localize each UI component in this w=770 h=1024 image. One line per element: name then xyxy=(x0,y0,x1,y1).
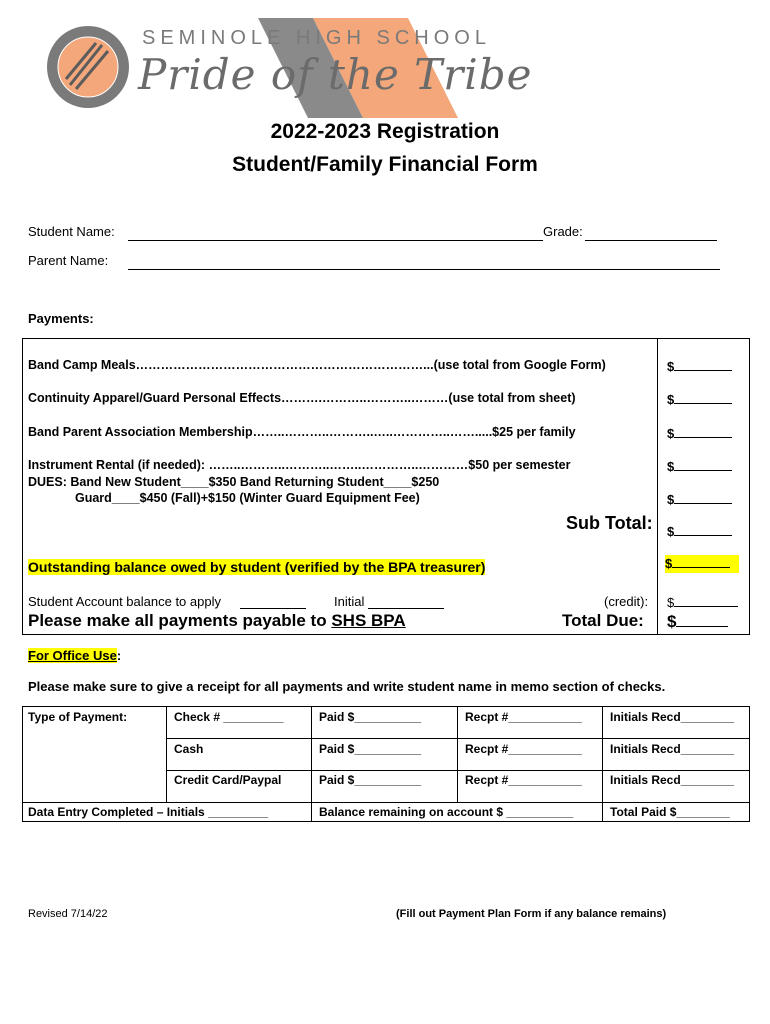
recpt-field[interactable]: Recpt #___________ xyxy=(465,773,582,787)
camp-meals-amount[interactable]: $ xyxy=(667,358,732,374)
revised-date: Revised 7/14/22 xyxy=(28,908,108,920)
membership-amount[interactable]: $ xyxy=(667,425,732,441)
balance-remaining-field[interactable]: Balance remaining on account $ __________ xyxy=(319,805,574,819)
grade-field[interactable] xyxy=(585,226,717,241)
data-entry-field[interactable]: Data Entry Completed – Initials _________ xyxy=(28,805,269,819)
account-balance-field[interactable] xyxy=(240,594,306,609)
credit-label: (credit): xyxy=(604,594,649,609)
payment-row-camp-meals: Band Camp Meals……………………………………………………………...(use total from Google Form) xyxy=(28,358,606,372)
paid-field[interactable]: Paid $__________ xyxy=(319,773,422,787)
method-credit-card: Credit Card/Paypal xyxy=(174,773,282,787)
total-due-amount[interactable]: $ xyxy=(667,611,728,632)
initials-field[interactable]: Initials Recd________ xyxy=(610,773,735,787)
table-divider xyxy=(657,338,658,635)
guard-dues-line: Guard____$450 (Fall)+$150 (Winter Guard Equipment Fee) xyxy=(75,491,420,505)
outstanding-balance-label: Outstanding balance owed by student (verified by the BPA treasurer) xyxy=(28,559,486,575)
payment-row-instrument-rental: Instrument Rental (if needed): ……..………..………..……..…………..…………$50 per semester xyxy=(28,458,571,472)
pride-tagline: Pride of the Tribe xyxy=(138,50,533,99)
subtotal-amount[interactable]: $ xyxy=(667,523,732,539)
subtotal-label: Sub Total: xyxy=(566,513,653,533)
method-cash: Cash xyxy=(174,742,204,756)
payments-heading: Payments: xyxy=(28,311,94,326)
form-title: 2022-2023 Registration xyxy=(270,120,500,143)
initials-field[interactable]: Initials Recd________ xyxy=(610,710,735,724)
payment-row-apparel: Continuity Apparel/Guard Personal Effects……….………..………..………(use total from sheet) xyxy=(28,391,576,405)
parent-name-label: Parent Name: xyxy=(28,253,109,268)
paid-field[interactable]: Paid $__________ xyxy=(319,710,422,724)
payment-plan-note: (Fill out Payment Plan Form if any balance remains) xyxy=(396,908,667,920)
student-name-label: Student Name: xyxy=(28,224,115,239)
dues-line: DUES: Band New Student____$350 Band Returning Student____$250 xyxy=(28,475,440,489)
payable-note: Please make all payments payable to SHS BPA xyxy=(28,611,406,630)
payment-row-membership: Band Parent Association Membership……..………..………..…..…………..…….....$25 per family xyxy=(28,425,576,439)
parent-name-field[interactable] xyxy=(128,255,720,270)
office-use-heading: For Office Use xyxy=(28,648,117,663)
account-balance-label: Student Account balance to apply xyxy=(28,594,221,609)
total-paid-field[interactable]: Total Paid $________ xyxy=(610,805,730,819)
payable-to: SHS BPA xyxy=(331,611,406,630)
apparel-amount[interactable]: $ xyxy=(667,391,732,407)
school-seal-logo xyxy=(46,25,130,109)
total-due-label: Total Due: xyxy=(562,611,644,630)
recpt-field[interactable]: Recpt #___________ xyxy=(465,710,582,724)
receipt-instruction: Please make sure to give a receipt for all payments and write student name in memo section of checks. xyxy=(28,679,666,694)
outstanding-balance-amount[interactable]: $ xyxy=(665,555,739,573)
dues-amount[interactable]: $ xyxy=(667,491,732,507)
initial-label: Initial xyxy=(334,594,365,609)
student-name-field[interactable] xyxy=(128,226,543,241)
method-check: Check # _________ xyxy=(174,710,284,724)
instrument-amount[interactable]: $ xyxy=(667,458,732,474)
grade-label: Grade: xyxy=(543,224,583,239)
credit-amount[interactable]: $ xyxy=(667,594,738,610)
school-name: SEMINOLE HIGH SCHOOL xyxy=(142,27,491,49)
paid-field[interactable]: Paid $__________ xyxy=(319,742,422,756)
payment-type-label: Type of Payment: xyxy=(28,710,128,724)
initial-field[interactable] xyxy=(368,594,444,609)
recpt-field[interactable]: Recpt #___________ xyxy=(465,742,582,756)
form-subtitle: Student/Family Financial Form xyxy=(232,153,538,176)
initials-field[interactable]: Initials Recd________ xyxy=(610,742,735,756)
